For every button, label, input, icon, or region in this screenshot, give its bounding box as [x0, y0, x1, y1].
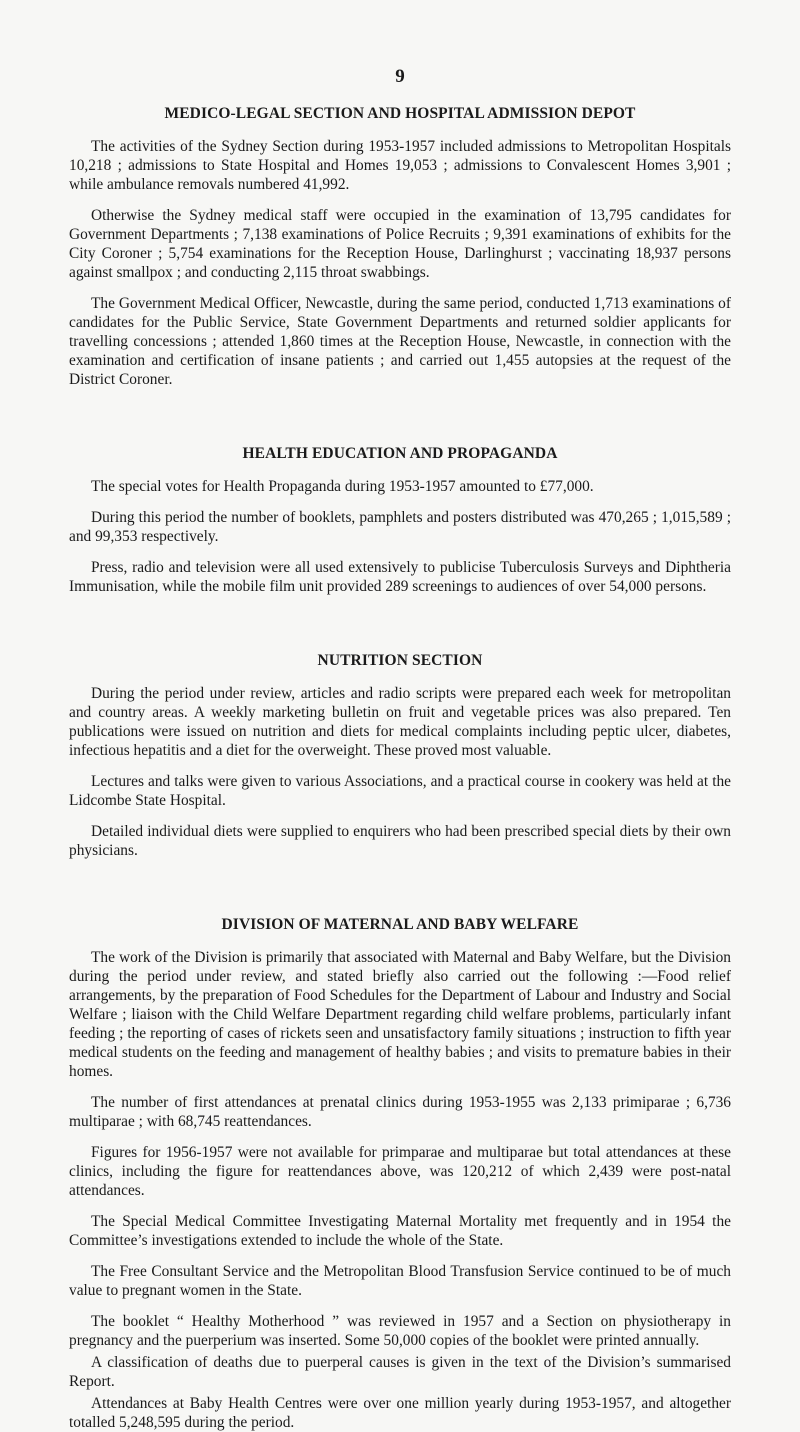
paragraph: Lectures and talks were given to various Associations, and a practical course in cookery was held at the Lidcombe State Hospital. [69, 773, 731, 809]
page-number: 9 [395, 66, 405, 87]
paragraph: The number of first attendances at prenatal clinics during 1953-1955 was 2,133 primiparae ; 6,736 multiparae ; with 68,745 reattendances. [69, 1094, 731, 1130]
paragraph: The Special Medical Committee Investigating Maternal Mortality met frequently and in 1954 the Committee’s investigations extended to include the whole of the State. [69, 1213, 731, 1249]
paragraph: Detailed individual diets were supplied to enquirers who had been prescribed special diets by their own physicians. [69, 823, 731, 859]
paragraph: A classification of deaths due to puerperal causes is given in the text of the Division’s summarised Report. [69, 1354, 731, 1390]
section-health-education [69, 445, 731, 596]
paragraph: Press, radio and television were all used extensively to publicise Tuberculosis Surveys and Diphtheria Immunisation, while the mobile film unit provided 289 screenings to audiences of over 54,000 persons. [69, 559, 731, 595]
paragraph: The work of the Division is primarily that associated with Maternal and Baby Welfare, but the Division during the period under review, and stated briefly also carried out the following :—Food relief arrangements, by the preparation of Food Schedules for the Department of Labour and Industry and Social Welfare ; liaison with the Child Welfare Department regarding child welfare problems, particularly infant feeding ; the reporting of cases of rickets seen and unsatisfactory family situations ; instruction to fifth year medical students on the feeding and management of healthy babies ; and visits to premature babies in their homes. [69, 949, 731, 1080]
section-heading: MEDICO-LEGAL SECTION AND HOSPITAL ADMISSION DEPOT [164, 105, 636, 122]
paragraph: The Government Medical Officer, Newcastle, during the same period, conducted 1,713 examinations of candidates for the Public Service, State Government Departments and returned soldier applicants for travelling concessions ; attended 1,860 times at the Reception House, Newcastle, in connection with the examination and certification of insane patients ; and carried out 1,455 autopsies at the request of the District Coroner. [69, 295, 731, 388]
paragraph: The Free Consultant Service and the Metropolitan Blood Transfusion Service continued to be of much value to pregnant women in the State. [69, 1263, 731, 1299]
section-heading: NUTRITION SECTION [317, 652, 483, 669]
section-maternal-baby-welfare [69, 916, 731, 1432]
paragraph: The activities of the Sydney Section during 1953-1957 included admissions to Metropolitan Hospitals 10,218 ; admissions to State Hospital and Homes 19,053 ; admissions to Convalescent Homes 3,901 ; while ambulance removals numbered 41,992. [69, 138, 731, 193]
paragraph: Attendances at Baby Health Centres were over one million yearly during 1953-1957, and altogether totalled 5,248,595 during the period. [69, 1395, 731, 1431]
paragraph: During the period under review, articles and radio scripts were prepared each week for metropolitan and country areas. A weekly marketing bulletin on fruit and vegetable prices was also prepared. Ten publications were issued on nutrition and diets for medical complaints including peptic ulcer, diabetes, infectious hepatitis and a diet for the overweight. These proved most valuable. [69, 685, 731, 759]
paragraph: Otherwise the Sydney medical staff were occupied in the examination of 13,795 candidates for Government Departments ; 7,138 examinations of Police Recruits ; 9,391 examinations of exhibits for the City Coroner ; 5,754 examinations for the Reception House, Darlinghurst ; vaccinating 18,937 persons against smallpox ; and conducting 2,115 throat swabbings. [69, 207, 731, 281]
section-heading: HEALTH EDUCATION AND PROPAGANDA [242, 445, 558, 462]
paragraph: The special votes for Health Propaganda during 1953-1957 amounted to £77,000. [91, 478, 594, 495]
section-heading: DIVISION OF MATERNAL AND BABY WELFARE [221, 916, 579, 933]
paragraph: Figures for 1956-1957 were not available for primparae and multiparae but total attendances at these clinics, including the figure for reattendances above, was 120,212 of which 2,439 were post-natal attendances. [69, 1144, 731, 1199]
paragraph: The booklet “ Healthy Motherhood ” was reviewed in 1957 and a Section on physiotherapy in pregnancy and the puerperium was inserted. Some 50,000 copies of the booklet were printed annually. [69, 1313, 731, 1349]
paragraph: During this period the number of booklets, pamphlets and posters distributed was 470,265 ; 1,015,589 ; and 99,353 respectively. [69, 509, 731, 545]
section-medico-legal [69, 72, 731, 389]
section-nutrition [69, 652, 731, 860]
